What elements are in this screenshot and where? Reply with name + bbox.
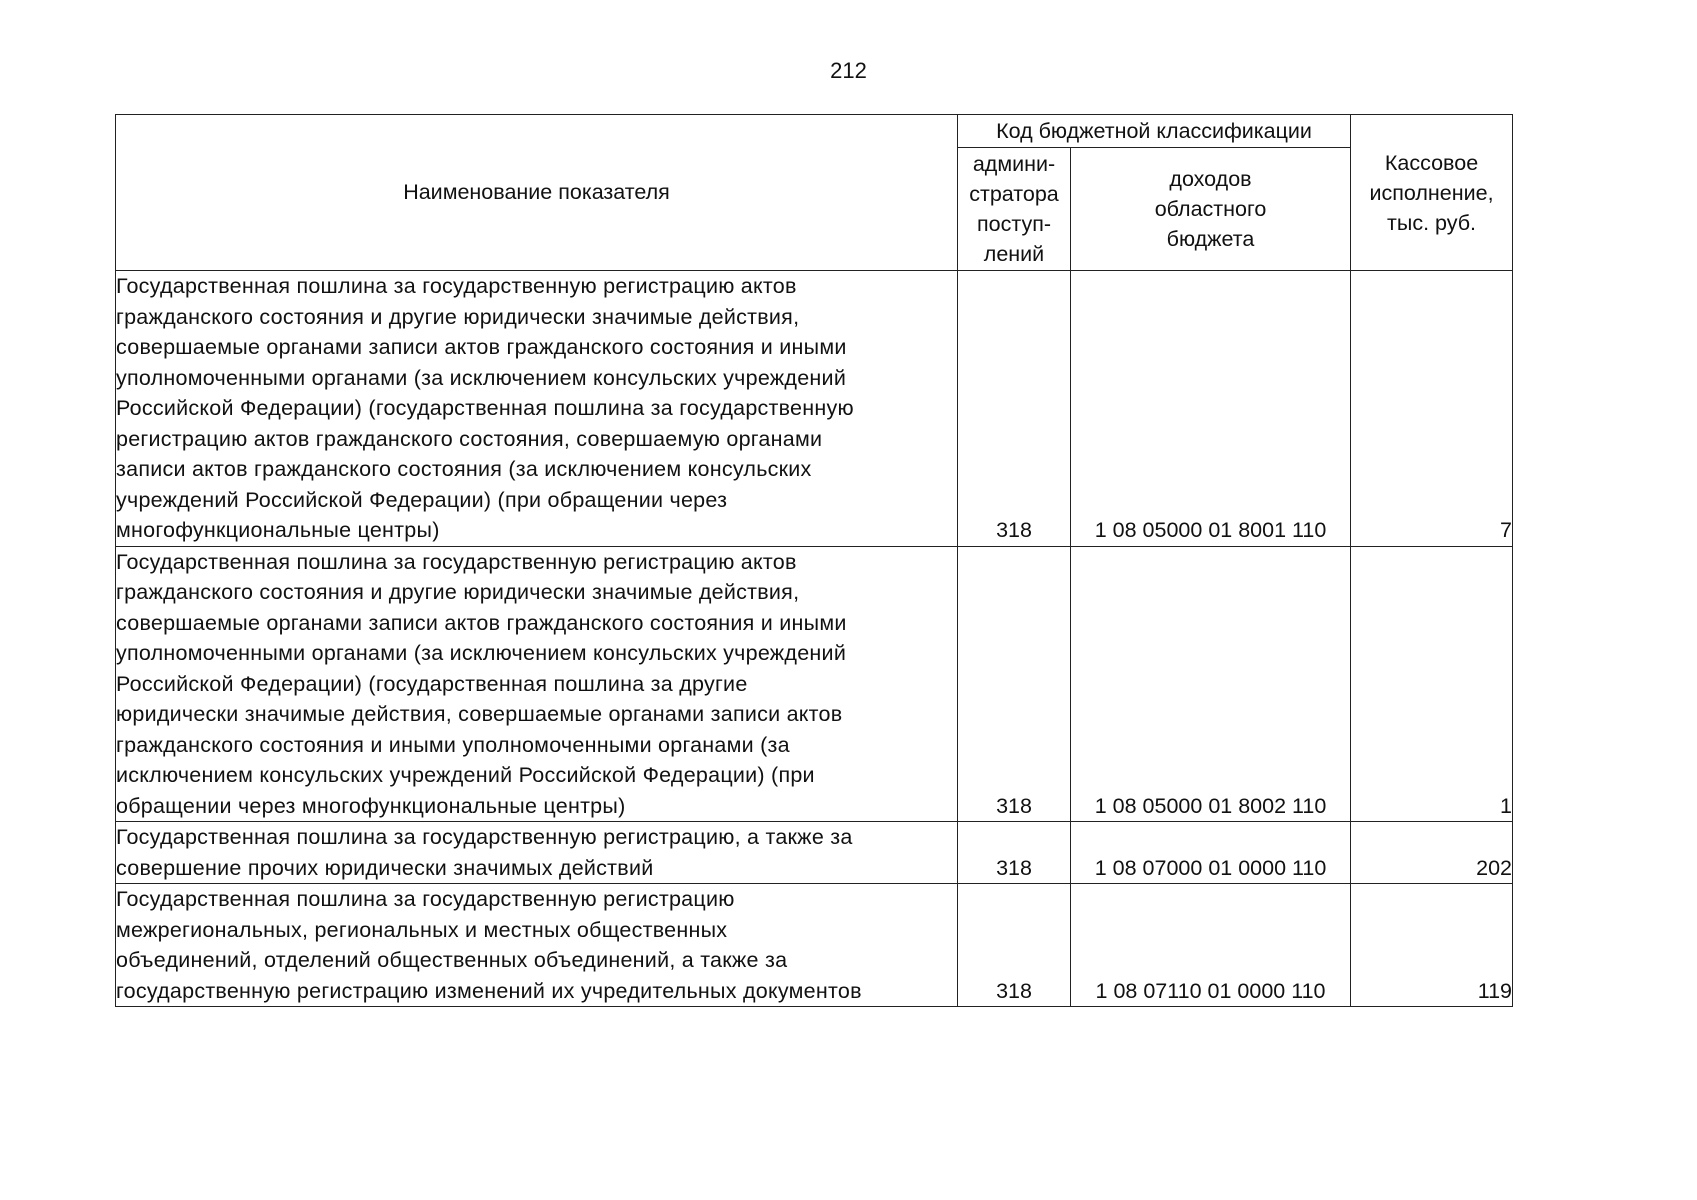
header-indicator-name-text: Наименование показателя bbox=[403, 180, 670, 205]
row-name: Государственная пошлина за государственную регистрацию актов гражданского состояния и другие юридически значимые действия, совершаемые органами записи актов гражданского состояния и иными уполномоченными органами (за исключением консульских учреждений Российской Федерации) (государственная пошлина за государственную регистрацию актов гражданского состояния, совершаемую органами записи актов гражданского состояния (за исключением консульских учреждений Российской Федерации) (при обращении через многофункциональные центры) bbox=[116, 271, 958, 547]
header-cash-execution bbox=[1351, 115, 1513, 271]
row-income-code: 1 08 07000 01 0000 110 bbox=[1071, 822, 1351, 884]
row-admin-code: 318 bbox=[958, 884, 1071, 1007]
row-admin-code: 318 bbox=[958, 546, 1071, 822]
table-row bbox=[116, 271, 1513, 547]
table-row bbox=[116, 546, 1513, 822]
row-income-code: 1 08 05000 01 8001 110 bbox=[1071, 271, 1351, 547]
header-classification-code bbox=[958, 115, 1351, 148]
header-income-code-text: доходов областного бюджета bbox=[1154, 167, 1267, 251]
page-number: 212 bbox=[830, 58, 867, 83]
row-income-code: 1 08 07110 01 0000 110 bbox=[1071, 884, 1351, 1007]
row-cash-value: 1 bbox=[1351, 546, 1513, 822]
row-cash-value: 119 bbox=[1351, 884, 1513, 1007]
header-cash-execution-text: Кассовое исполнение, тыс. руб. bbox=[1369, 150, 1494, 235]
table-row bbox=[116, 884, 1513, 1007]
header-classification-code-text: Код бюджетной классификации bbox=[996, 119, 1312, 143]
table-row bbox=[116, 822, 1513, 884]
header-indicator-name bbox=[116, 115, 958, 271]
row-name: Государственная пошлина за государственную регистрацию, а также за совершение прочих юридически значимых действий bbox=[116, 822, 958, 884]
row-name: Государственная пошлина за государственную регистрацию межрегиональных, региональных и местных общественных объединений, отделений общественных объединений, а также за государственную регистрацию изменений их учредительных документов bbox=[116, 884, 958, 1007]
row-name: Государственная пошлина за государственную регистрацию актов гражданского состояния и другие юридически значимые действия, совершаемые органами записи актов гражданского состояния и иными уполномоченными органами (за исключением консульских учреждений Российской Федерации) (государственная пошлина за другие юридически значимые действия, совершаемые органами записи актов гражданского состояния и иными уполномоченными органами (за исключением консульских учреждений Российской Федерации) (при обращении через многофункциональные центры) bbox=[116, 546, 958, 822]
row-cash-value: 7 bbox=[1351, 271, 1513, 547]
budget-revenue-table bbox=[115, 114, 1513, 1007]
header-administrator bbox=[958, 148, 1071, 271]
row-income-code: 1 08 05000 01 8002 110 bbox=[1071, 546, 1351, 822]
header-income-code bbox=[1071, 148, 1351, 271]
row-admin-code: 318 bbox=[958, 271, 1071, 547]
header-administrator-text: админи- стратора поступ- лений bbox=[969, 152, 1059, 266]
row-cash-value: 202 bbox=[1351, 822, 1513, 884]
row-admin-code: 318 bbox=[958, 822, 1071, 884]
